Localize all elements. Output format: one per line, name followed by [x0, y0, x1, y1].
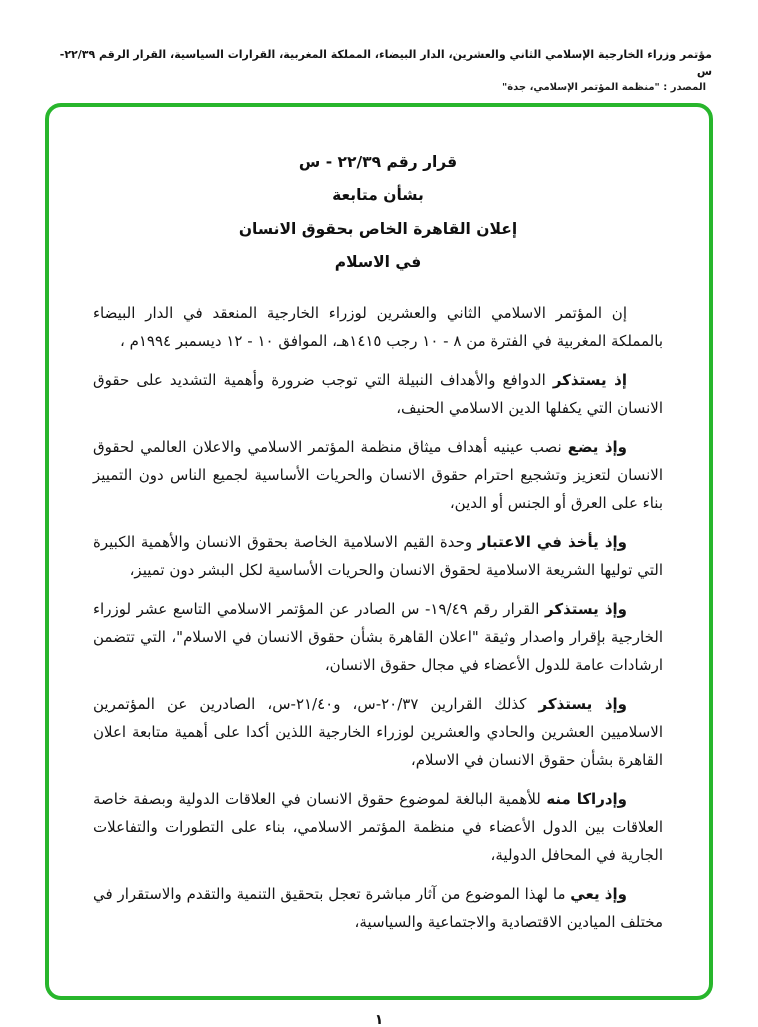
title-resolution-number: قرار رقم ٢٢/٣٩ - س — [298, 153, 458, 172]
header-source-line: مؤتمر وزراء الخارجية الإسلامي الثاني والعشرين، الدار البيضاء، المملكة المغربية، القرارات السياسية، القرار الرقم ٢٢/٣٩-س — [59, 48, 712, 79]
paragraph-text: الدوافع والأهداف النبيلة التي توجب ضرورة وأهمية التشديد على حقوق الانسان التي يكفلها الدين الاسلامي الحنيف، — [93, 370, 663, 417]
paragraph-lead: وإذ يعي — [570, 884, 627, 903]
paragraph-lead: وإذ يضع — [567, 437, 627, 456]
title-declaration-name: إعلان القاهرة الخاص بحقوق الانسان — [238, 219, 518, 238]
title-block — [93, 153, 663, 273]
paragraph-text: ما لهذا الموضوع من آثار مباشرة تعجل بتحقيق التنمية والتقدم والاستقرار في مختلف الميادين الاقتصادية والاجتماعية والسياسية، — [93, 884, 663, 931]
doc-paragraph — [93, 690, 663, 774]
title-subject: بشأن متابعة — [332, 186, 424, 205]
title-in-islam: في الاسلام — [334, 253, 422, 272]
document-border-frame — [45, 103, 713, 1000]
paragraph-text: وحدة القيم الاسلامية الخاصة بحقوق الانسان والأهمية الكبيرة التي توليها الشريعة الاسلامية لحقوق الانسان والحريات الأساسية لكل البشر دون تمييز، — [93, 532, 663, 579]
paragraph-text: إن المؤتمر الاسلامي الثاني والعشرين لوزراء الخارجية المنعقد في الدار البيضاء بالمملكة المغربية في الفترة من ٨ - ١٠ رجب ١٤١٥هـ، الموافق ١٠ - ١٢ ديسمبر ١٩٩٤م ، — [93, 303, 663, 350]
paragraph-text: نصب عينيه أهداف ميثاق منظمة المؤتمر الاسلامي والاعلان العالمي لحقوق الانسان لتعزيز وتشجيع احترام حقوق الانسان والحريات الأساسية لجميع الناس دون التمييز بناء على العرق أو الجنس أو الدين، — [93, 437, 663, 512]
doc-paragraph — [93, 366, 663, 422]
doc-paragraph — [93, 299, 663, 355]
doc-paragraph — [93, 528, 663, 584]
paragraph-lead: وإدراكا منه — [546, 789, 627, 808]
paragraph-lead: وإذ يأخذ في الاعتبار — [477, 532, 627, 551]
doc-paragraph — [93, 880, 663, 936]
document-body — [93, 299, 663, 936]
paragraph-text: القرار رقم ١٩/٤٩- س الصادر عن المؤتمر الاسلامي التاسع عشر لوزراء الخارجية بإقرار واصدار وثيقة "اعلان القاهرة بشأن حقوق الانسان في الاسلام"، التي تتضمن ارشادات عامة للدول الأعضاء في مجال حقوق الانسان، — [93, 599, 663, 674]
doc-paragraph — [93, 785, 663, 869]
paragraph-lead: وإذ يستذكر — [545, 599, 627, 618]
page-number: ١ — [374, 1012, 384, 1027]
doc-paragraph — [93, 595, 663, 679]
doc-paragraph — [93, 433, 663, 517]
header-publisher-line: المصدر : "منظمة المؤتمر الإسلامي، جدة" — [501, 82, 706, 94]
document-header — [0, 0, 758, 93]
paragraph-lead: وإذ يستذكر — [538, 694, 627, 713]
paragraph-text: كذلك القرارين ٢٠/٣٧-س، و٢١/٤٠-س، الصادرين عن المؤتمرين الاسلاميين العشرين والحادي والعشرين لوزراء الخارجية اللذين أكدا على أهمية متابعة اعلان القاهرة بشأن حقوق الانسان في الاسلام، — [93, 694, 663, 769]
document-footer — [0, 1009, 758, 1027]
paragraph-text: للأهمية البالغة لموضوع حقوق الانسان في العلاقات الدولية وبصفة خاصة العلاقات بين الدول الأعضاء في منظمة المؤتمر الاسلامي، بناء على التطورات والتفاعلات الجارية في المحافل الدولية، — [93, 789, 663, 864]
paragraph-lead: إذ يستذكر — [552, 370, 627, 389]
